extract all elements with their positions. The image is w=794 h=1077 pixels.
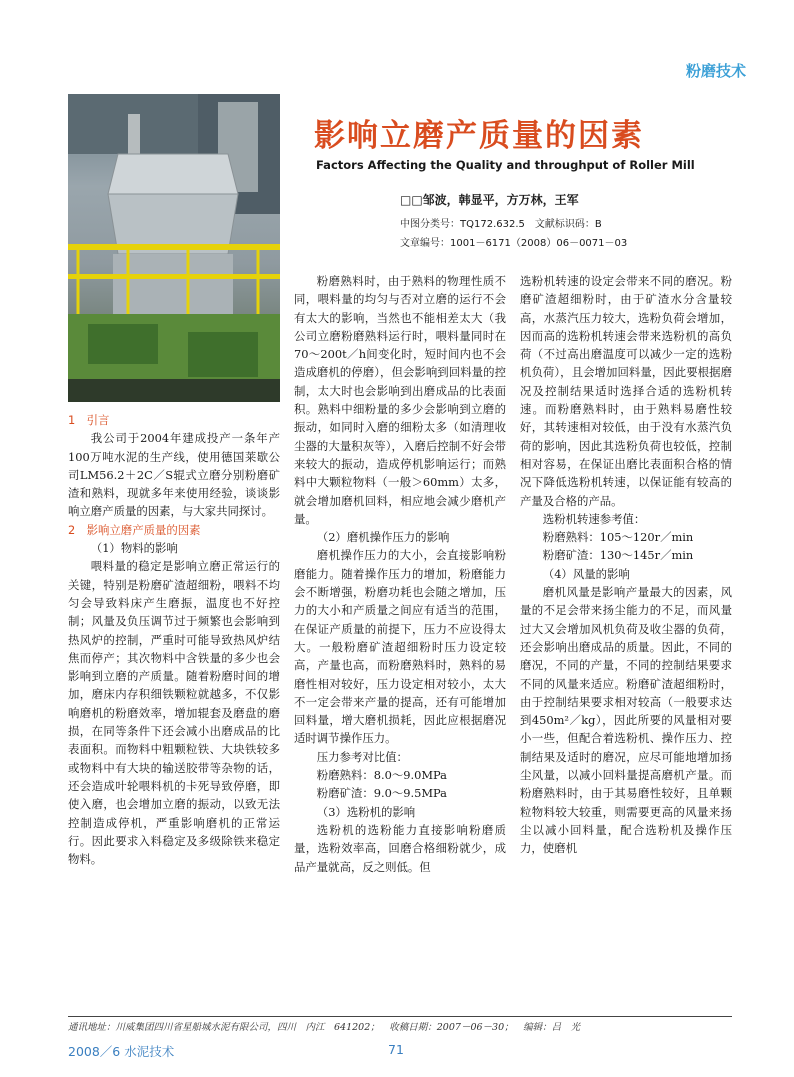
intro-paragraph: 我公司于2004年建成投产一条年产100万吨水泥的生产线，使用德国莱歇公司LM56.2＋2C／S辊式立磨分别粉磨矿渣和熟料，现就多年来使用经验，谈谈影响立磨产质量的因素，与大家共同探讨。	[68, 431, 280, 519]
pressure-clinker: 粉磨熟料：8.0～9.0MPa	[316, 768, 447, 783]
footer-note: 通讯地址：川威集团四川省星船城水泥有限公司，四川 内江 641202； 收稿日期：2007－06－30； 编辑：吕 光	[68, 1022, 581, 1033]
article-subtitle: Factors Affecting the Quality and throughput of Roller Mill	[316, 158, 695, 172]
subsection-4-heading: （4）风量的影响	[542, 566, 630, 581]
separator-paragraph: 选粉机的选粉能力直接影响粉磨质量，选粉效率高，回磨合格细粉就少，成品产量就高，反之则低。但	[294, 822, 506, 874]
section-tag: 粉磨技术	[685, 62, 746, 80]
pressure-reference-heading: 压力参考对比值：	[316, 749, 408, 764]
subsection-1-heading: （1）物料的影响	[90, 541, 178, 556]
pressure-paragraph: 磨机操作压力的大小，会直接影响粉磨能力。随着操作压力的增加，粉磨能力会不断增强，粉磨功耗也会随之增加，压力的大小和产质量之间应有适当的范围，在保证产质量的前提下，压力不应设得太大。一般粉磨矿渣超细粉时压力设定较高，产量也高，而粉磨熟料时，熟料的易磨性相对较好，压力设定相对较小，太大不一定会带来产量的提高，还有可能增加回料量，增大磨机损耗，因此应根据磨况适时调节操作压力。	[294, 548, 506, 746]
authors: □□邹波，韩显平，方万林，王军	[400, 193, 579, 207]
separator-speed-paragraph: 选粉机转速的设定会带来不同的磨况。粉磨矿渣超细粉时，由于矿渣水分含量较高，水蒸汽压力较大，选粉负荷会增加，因而高的选粉机转速会带来选粉机的高负荷（不过高出磨温度可以减少一定的选粉机负荷），且会增加回料量，因此要根据磨况及控制结果适时选择合适的选粉机转速。而粉磨熟料时，由于熟料易磨性较好，其转速相对较低，由于没有水蒸汽负荷的影响，因此其选粉负荷也较低，控制相对容易，在保证出磨比表面积合格的情况下降低选粉机转速，以保证能有较高的产量及合格的产品。	[520, 274, 732, 508]
clinker-paragraph: 粉磨熟料时，由于熟料的物理性质不同，喂料量的均匀与否对立磨的运行不会有太大的影响，当然也不能相差太大（我公司立磨粉磨熟料运行时，喂料量同时在70～200t／h间变化时，短时间内也不会造成磨机的停磨），但会影响到回料量的控制，太大时也会影响到出磨成品的比表面积。熟料中细粉量的多少会影响到立磨的振动，如同时入磨的细粉太多（如清理收尘器的大量积灰等），入磨后控制不好会带来较大的振动，造成停机影响运行；而熟料中大颗粒物料（一般＞60mm）太多，就会增加磨机回料，相应地会减少磨机产量。	[294, 274, 506, 526]
pressure-slag: 粉磨矿渣：9.0～9.5MPa	[316, 786, 447, 801]
column-2	[294, 272, 506, 876]
article-title: 影响立磨产质量的因素	[314, 118, 644, 154]
speed-slag: 粉磨矿渣：130～145r／min	[542, 548, 694, 563]
journal-footer: 2008／6 水泥技术	[68, 1044, 175, 1059]
mill-photo	[68, 94, 280, 402]
column-3	[520, 272, 732, 858]
subsection-1-paragraph: 喂料量的稳定是影响立磨正常运行的关键，特别是粉磨矿渣超细粉，喂料不均匀会导致料床产生磨振，温度也不好控制；风量及负压调节过于频繁也会影响到热风炉的控制，严重时可能导致热风炉结焦而停产；其次物料中含铁量的多少也会影响到立磨的产质量。随着粉磨时间的增加，磨床内存积细铁颗粒就越多，不仅影响磨机的粉磨效率，增加辊套及磨盘的磨损，在同等条件下还会减小出磨成品的比表面积。而物料中粗颗粒铁、大块铁较多或物料中有大块的输送胶带等杂物的话，还会造成叶轮喂料机的卡死导致停磨，即使入磨，也会增加立磨的振动，以致无法控制造成停机，严重影响磨机的正常运行。因此要求入料稳定及多级除铁来稳定物料。	[68, 559, 280, 867]
column-1	[68, 411, 280, 868]
speed-reference-heading: 选粉机转速参考值：	[542, 511, 646, 526]
subsection-2-heading: （2）磨机操作压力的影响	[316, 530, 450, 545]
article-number: 文章编号：1001－6171（2008）06－0071－03	[400, 238, 628, 249]
speed-clinker: 粉磨熟料：105～120r／min	[542, 530, 694, 545]
subsection-3-heading: （3）选粉机的影响	[316, 804, 416, 819]
page-number: 71	[388, 1042, 404, 1057]
class-number: 中图分类号：TQ172.632.5 文献标识码：B	[400, 219, 602, 230]
section-2-heading: 2 影响立磨产质量的因素	[68, 522, 201, 537]
intro-heading: 1 引言	[68, 413, 110, 427]
footer-divider	[68, 1016, 732, 1017]
airflow-paragraph: 磨机风量是影响产量最大的因素，风量的不足会带来扬尘能力的不足，而风量过大又会增加风机负荷及收尘器的负荷，还会影响出磨成品的质量。因此，不同的磨况，不同的产量，不同的控制结果要求不同的风量来适应。粉磨矿渣超细粉时，由于控制结果要求相对较高（一般要求达到450m²／kg），因此所要的风量相对要小一些，但配合着选粉机、操作压力、控制结果及适时的磨况，应尽可能地增加扬尘风量，以减小回料量提高磨机产量。而粉磨熟料时，由于其易磨性较好，且单颗粒物料较大较重，则需要更高的风量来扬尘以减小回料量，配合选粉机及操作压力，使磨机	[520, 585, 732, 856]
